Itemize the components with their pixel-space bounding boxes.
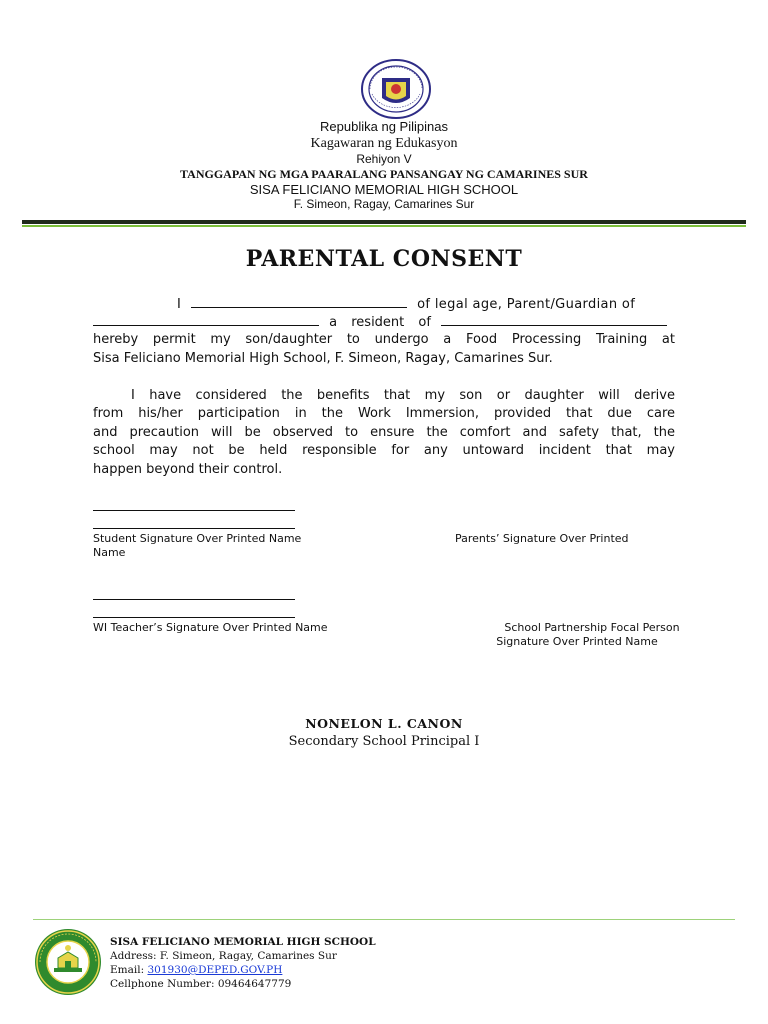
- pronoun-i: I: [177, 297, 181, 312]
- school-address-line: F. Simeon, Ragay, Camarines Sur: [293, 197, 475, 211]
- footer-email-label: Email:: [110, 964, 145, 976]
- principal-name: NONELON L. CANON: [305, 716, 463, 731]
- department-line: Kagawaran ng Edukasyon: [310, 136, 458, 151]
- resident-text: a resident of: [329, 315, 431, 330]
- residence-blank: [441, 313, 667, 326]
- child-name-blank: [93, 313, 319, 326]
- teacher-signature-line-1: [93, 599, 295, 600]
- consent-line-1: [93, 295, 675, 315]
- benefits-line-1-text: I have considered the benefits that my son or daughter will derive: [131, 388, 675, 403]
- benefits-line-2: from his/her participation in the Work Immersion, provided that due care: [93, 406, 675, 421]
- benefits-line-4: school may not be held responsible for any untoward incident that may: [93, 443, 675, 458]
- header-rule-green: [22, 225, 746, 227]
- consent-line-3: hereby permit my son/daughter to undergo a Food Processing Training at: [93, 332, 675, 347]
- region-line: Rehiyon V: [356, 152, 412, 166]
- benefits-line-1: [93, 387, 675, 406]
- consent-line-4: Sisa Feliciano Memorial High School, F. Simeon, Ragay, Camarines Sur.: [93, 351, 553, 366]
- deped-seal-icon: [360, 58, 432, 120]
- student-signature-line-1: [93, 510, 295, 511]
- student-signature-label: Student Signature Over Printed Name: [93, 532, 302, 545]
- partner-signature-label-cont: Signature Over Printed Name: [496, 635, 658, 648]
- student-signature-label-cont: Name: [93, 546, 126, 559]
- school-seal-icon: [34, 928, 102, 996]
- parent-name-blank: [191, 295, 407, 308]
- teacher-signature-line-2: [93, 617, 295, 618]
- benefits-line-5: happen beyond their control.: [93, 462, 283, 477]
- footer-email-link[interactable]: 301930@DEPED.GOV.PH: [147, 964, 283, 976]
- teacher-signature-label: WI Teacher’s Signature Over Printed Name: [93, 621, 328, 634]
- footer-email-row: [110, 963, 282, 977]
- legal-age-text: of legal age, Parent/Guardian of: [417, 297, 636, 312]
- footer-rule: [33, 919, 735, 920]
- parent-signature-label: Parents’ Signature Over Printed: [455, 532, 629, 545]
- page-title: PARENTAL CONSENT: [245, 246, 523, 272]
- student-signature-line-2: [93, 528, 295, 529]
- footer-school-name: SISA FELICIANO MEMORIAL HIGH SCHOOL: [110, 936, 376, 948]
- header-rule-dark: [22, 220, 746, 224]
- division-office-line: TANGGAPAN NG MGA PAARALANG PANSANGAY NG CAMARINES SUR: [180, 167, 588, 181]
- republic-line: Republika ng Pilipinas: [320, 119, 448, 134]
- principal-position: Secondary School Principal I: [288, 734, 480, 749]
- consent-line-2: [93, 313, 675, 333]
- benefits-line-3: and precaution will be observed to ensure the comfort and safety that, the: [93, 425, 675, 440]
- footer-address: Address: F. Simeon, Ragay, Camarines Sur: [110, 950, 337, 962]
- school-name-line: SISA FELICIANO MEMORIAL HIGH SCHOOL: [249, 182, 519, 197]
- footer-phone: Cellphone Number: 09464647779: [110, 978, 292, 990]
- partner-signature-label: School Partnership Focal Person: [504, 621, 680, 634]
